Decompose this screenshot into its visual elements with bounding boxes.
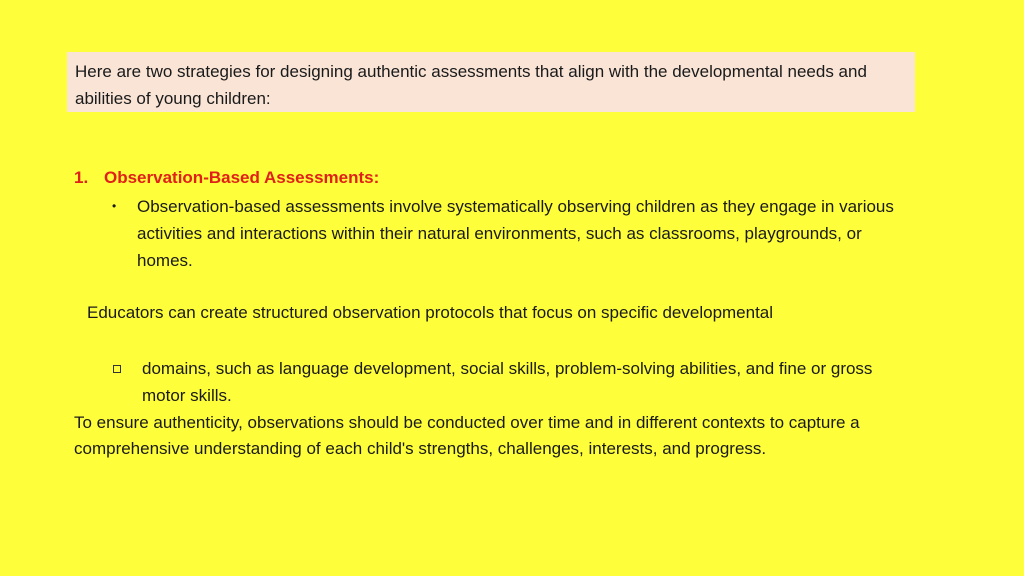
paragraph-authenticity: To ensure authenticity, observations should be conducted over time and in different contexts to capture a comprehensive understanding of each child's strengths, challenges, interests, and progress. [74, 413, 860, 458]
bullet-item-domains [112, 355, 892, 409]
section-heading [74, 166, 379, 190]
bullet-item-observation [112, 193, 902, 274]
section-title: Observation-Based Assessments: [104, 168, 380, 187]
bullet-dot-icon: • [112, 199, 117, 213]
bullet-text: domains, such as language development, social skills, problem-solving abilities, and fine or gross motor skills. [142, 359, 873, 405]
section-number: 1. [74, 168, 89, 187]
intro-box [67, 52, 915, 112]
paragraph-protocols: Educators can create structured observation protocols that focus on specific developmental [87, 303, 774, 322]
bullet-text: Observation-based assessments involve systematically observing children as they engage in various activities and interactions within their natural environments, such as classrooms, playgrounds, or homes. [137, 197, 894, 270]
square-bullet-icon [113, 365, 121, 373]
intro-text: Here are two strategies for designing authentic assessments that align with the developmental needs and abilities of young children: [75, 62, 867, 108]
